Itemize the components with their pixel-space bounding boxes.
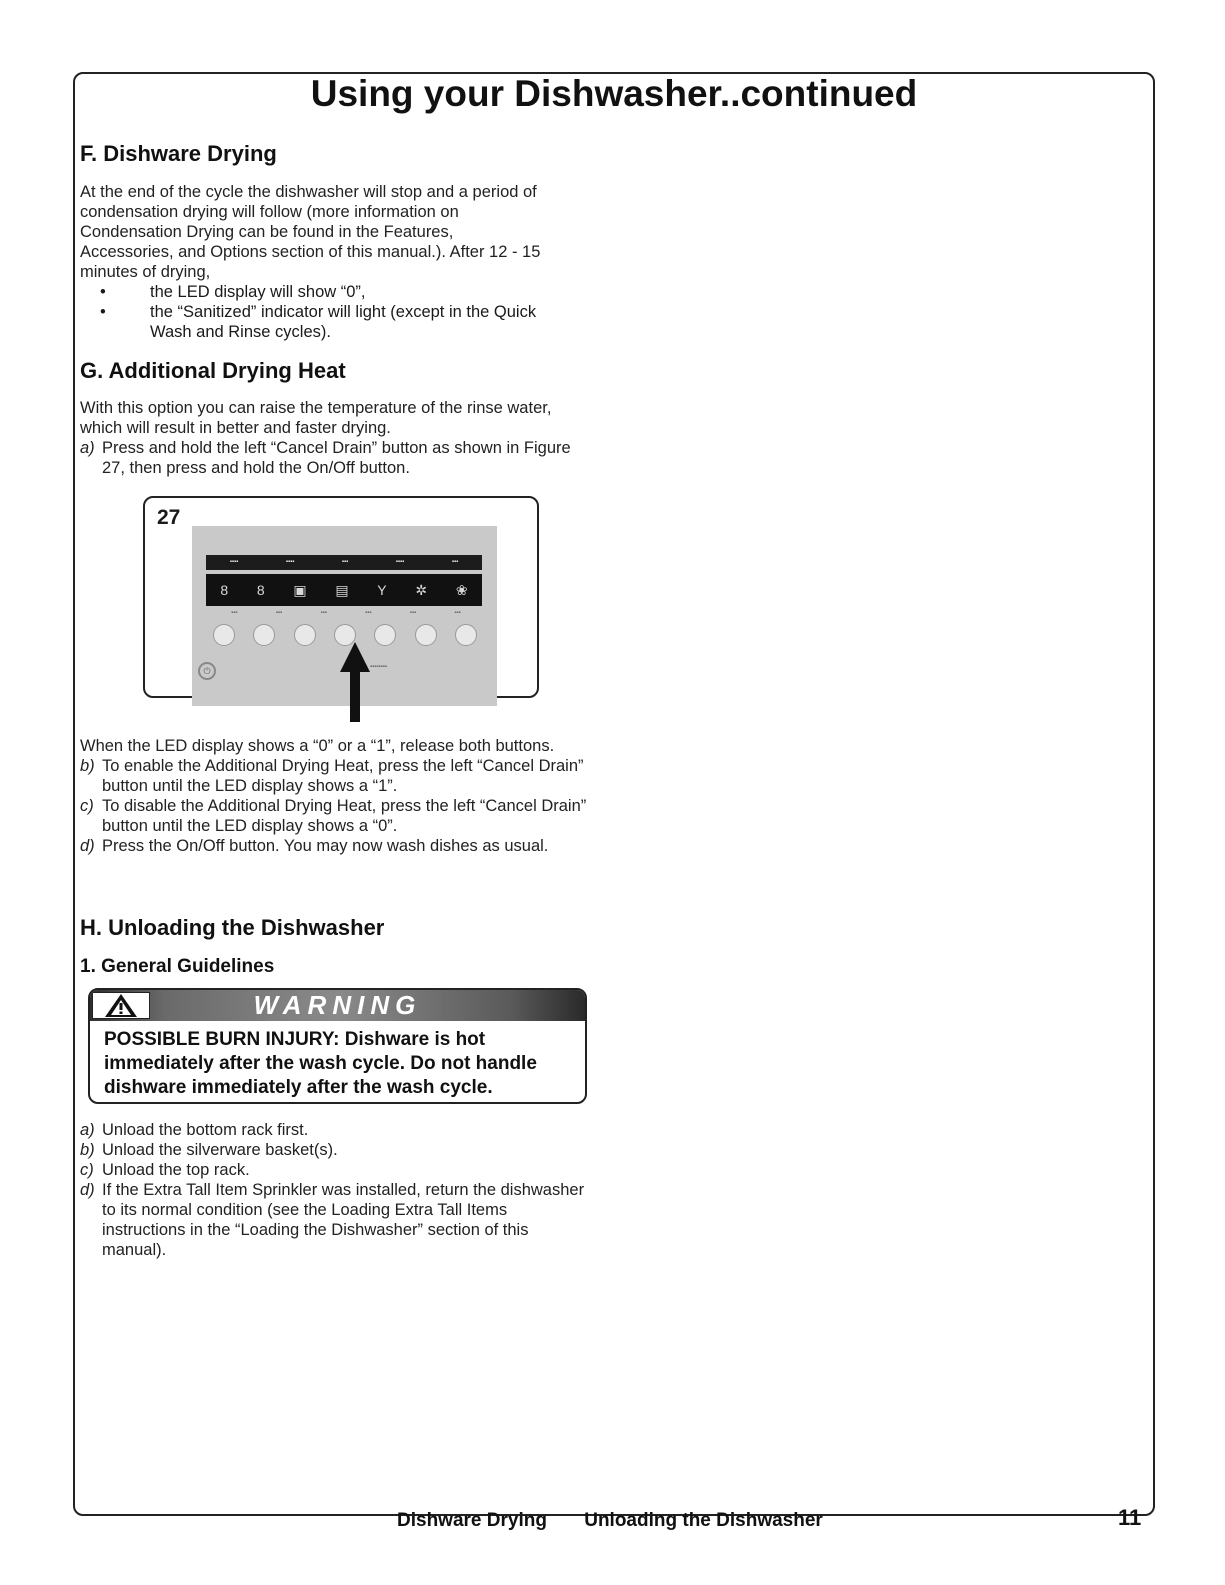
step-text: Press the On/Off button. You may now wash dishes as usual. bbox=[102, 837, 549, 855]
figure-number: 27 bbox=[157, 506, 181, 529]
step-item bbox=[80, 438, 580, 478]
step-item bbox=[80, 1180, 590, 1260]
glass-icon: Y bbox=[377, 582, 387, 598]
panel-button bbox=[415, 624, 437, 646]
step-marker: c) bbox=[80, 797, 94, 815]
step-text: Unload the bottom rack first. bbox=[102, 1121, 309, 1139]
step-marker: c) bbox=[80, 1161, 94, 1179]
section-heading: G. Additional Drying Heat bbox=[80, 358, 346, 383]
paragraph-line: Accessories, and Options section of this manual.). After 12 - 15 bbox=[80, 243, 541, 261]
section-f-body bbox=[80, 182, 620, 342]
bullet-text: the “Sanitized” indicator will light (except in the Quick Wash and Rinse cycles). bbox=[150, 303, 537, 341]
panel-caption-mark: ▪▪▪▪▪▪▪▪ bbox=[370, 664, 388, 670]
footer-section-unloading: Unloading the Dishwasher bbox=[584, 1510, 823, 1531]
section-g-body bbox=[80, 398, 580, 478]
section-unloading bbox=[80, 914, 620, 942]
step-text: To disable the Additional Drying Heat, press the left “Cancel Drain” button until the LED display shows a “0”. bbox=[102, 797, 587, 835]
footer-section-names bbox=[397, 1510, 855, 1532]
paragraph-line: condensation drying will follow (more information on bbox=[80, 203, 459, 221]
paragraph: When the LED display shows a “0” or a “1”, release both buttons. bbox=[80, 737, 555, 755]
section-additional-drying-heat bbox=[80, 357, 620, 385]
step-text: To enable the Additional Drying Heat, press the left “Cancel Drain” button until the LED display shows a “1”. bbox=[102, 757, 584, 795]
section-heading: F. Dishware Drying bbox=[80, 141, 277, 166]
panel-led-display bbox=[206, 574, 482, 606]
section-h-steps bbox=[80, 1120, 590, 1260]
paragraph-line: At the end of the cycle the dishwasher will stop and a period of bbox=[80, 183, 537, 201]
panel-button bbox=[213, 624, 235, 646]
step-text: If the Extra Tall Item Sprinkler was installed, return the dishwasher to its normal condition (see the Loading Extra Tall Items instructions in the “Loading the Dishwasher” section of this manual). bbox=[102, 1181, 585, 1259]
cancel-drain-button bbox=[374, 624, 396, 646]
subsection-heading: 1. General Guidelines bbox=[80, 956, 275, 977]
step-item bbox=[80, 1160, 590, 1180]
rinse-icon: ❀ bbox=[455, 581, 468, 598]
step-marker: d) bbox=[80, 837, 95, 855]
step-marker: d) bbox=[80, 1181, 95, 1199]
led-digit-icon: 8 bbox=[220, 582, 229, 598]
panel-button-labels: ▪▪▪ ▪▪▪ ▪▪▪ ▪▪▪ ▪▪▪ ▪▪▪ bbox=[231, 610, 461, 616]
sanitize-icon: ✲ bbox=[415, 581, 428, 598]
bullet-text: the LED display will show “0”, bbox=[150, 283, 366, 301]
step-item bbox=[80, 1140, 590, 1160]
warning-icon-box bbox=[92, 992, 150, 1019]
warning-triangle-icon bbox=[93, 993, 149, 1018]
page-title: Using your Dishwasher..continued bbox=[310, 73, 918, 114]
section-dishware-drying bbox=[80, 140, 620, 168]
step-text: Press and hold the left “Cancel Drain” button as shown in Figure 27, then press and hold the On/Off button. bbox=[102, 439, 571, 477]
bullet-item bbox=[80, 282, 550, 302]
bullet-item bbox=[80, 302, 550, 342]
step-marker: b) bbox=[80, 757, 95, 775]
bullet-list bbox=[80, 282, 550, 342]
pot-icon: ▤ bbox=[335, 581, 349, 598]
step-list bbox=[80, 1120, 590, 1260]
paragraph: With this option you can raise the temperature of the rinse water, which will result in better and faster drying. bbox=[80, 399, 552, 437]
panel-button bbox=[294, 624, 316, 646]
pointer-arrow-icon bbox=[340, 642, 370, 722]
paragraph-line: Condensation Drying can be found in the Features, bbox=[80, 223, 454, 241]
panel-button bbox=[253, 624, 275, 646]
warning-text: POSSIBLE BURN INJURY: Dishware is hot immediately after the wash cycle. Do not handle dishware immediately after the wash cycle. bbox=[104, 1029, 537, 1098]
bullet-icon: • bbox=[100, 283, 106, 301]
step-marker: a) bbox=[80, 439, 95, 457]
paragraph-line: minutes of drying, bbox=[80, 263, 211, 281]
section-g-steps bbox=[80, 736, 600, 856]
footer-section-dishware-drying: Dishware Drying bbox=[397, 1510, 547, 1531]
dish-icon: ▣ bbox=[293, 581, 307, 598]
led-digit-icon: 8 bbox=[256, 582, 265, 598]
warning-title: WARNING bbox=[253, 990, 422, 1020]
warning-box bbox=[88, 988, 587, 1104]
panel-button bbox=[455, 624, 477, 646]
step-marker: a) bbox=[80, 1121, 95, 1139]
section-heading: H. Unloading the Dishwasher bbox=[80, 915, 385, 940]
page-number: 11 bbox=[1118, 1505, 1142, 1530]
panel-cycle-labels: ▪▪▪▪ ▪▪▪▪ ▪▪▪ ▪▪▪▪ ▪▪▪ bbox=[206, 555, 482, 570]
step-item bbox=[80, 796, 600, 836]
power-icon: ⏻ bbox=[198, 662, 216, 680]
step-text: Unload the silverware basket(s). bbox=[102, 1141, 338, 1159]
step-text: Unload the top rack. bbox=[102, 1161, 250, 1179]
bullet-icon: • bbox=[100, 303, 106, 321]
step-item bbox=[80, 1120, 590, 1140]
step-list bbox=[80, 438, 580, 478]
section-h-subheading bbox=[80, 955, 620, 979]
step-item bbox=[80, 836, 600, 856]
step-marker: b) bbox=[80, 1141, 95, 1159]
step-list bbox=[80, 756, 600, 856]
step-item bbox=[80, 756, 600, 796]
